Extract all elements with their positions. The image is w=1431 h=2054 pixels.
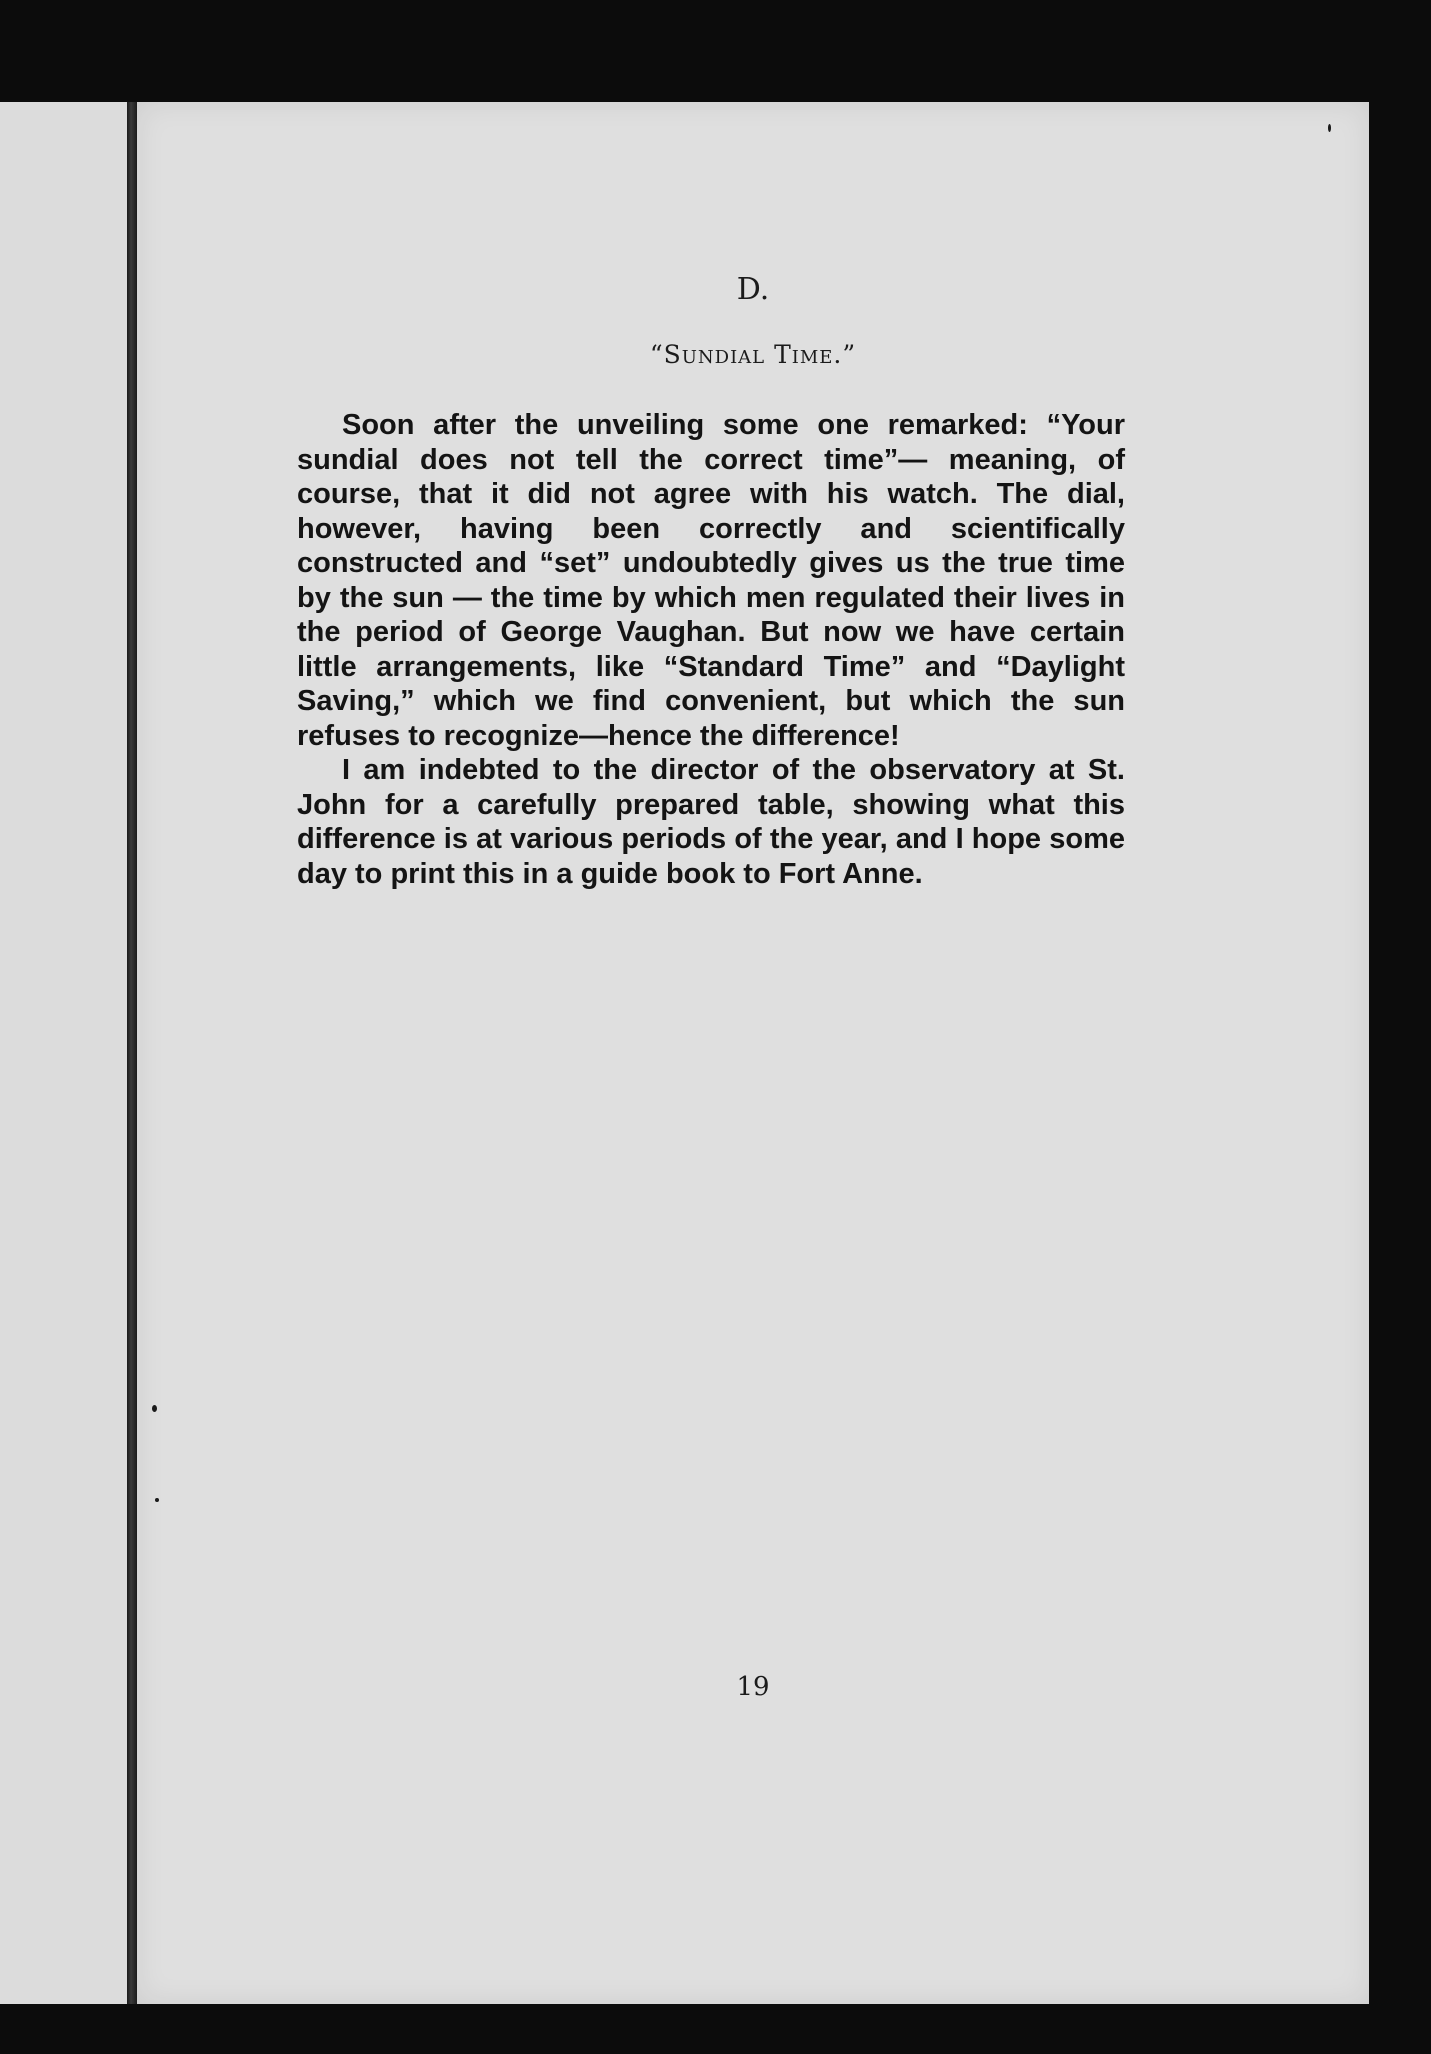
section-letter: D.	[736, 272, 770, 307]
paragraph: Soon after the unveiling some one remarked: “Your sundial does not tell the correct time”— meaning, of course, that it did not agree with his watch. The dial, however, having been correctly and scientifically constructed and “set” undoubtedly gives us the true time by the sun — the time by which men regulated their lives in the period of George Vaughan. But now we have certain little arrangements, like “Standard Time” and “Daylight Saving,” which we find convenient, but which the sun refuses to recognize—hence the difference!	[297, 409, 1125, 752]
left-page-edge	[0, 102, 128, 2004]
page-number: 19	[736, 1672, 770, 1702]
ink-speck	[155, 1498, 159, 1502]
ink-speck	[152, 1405, 157, 1412]
binding-gutter	[127, 102, 137, 2004]
section-title: “Sundial Time.”	[649, 340, 857, 369]
ink-speck	[1328, 124, 1331, 132]
body-text	[297, 408, 1125, 891]
document-page	[137, 102, 1369, 2004]
paragraph: I am indebted to the director of the observatory at St. John for a carefully prepared table, showing what this difference is at various periods of the year, and I hope some day to print this in a guide book to Fort Anne.	[297, 754, 1125, 890]
